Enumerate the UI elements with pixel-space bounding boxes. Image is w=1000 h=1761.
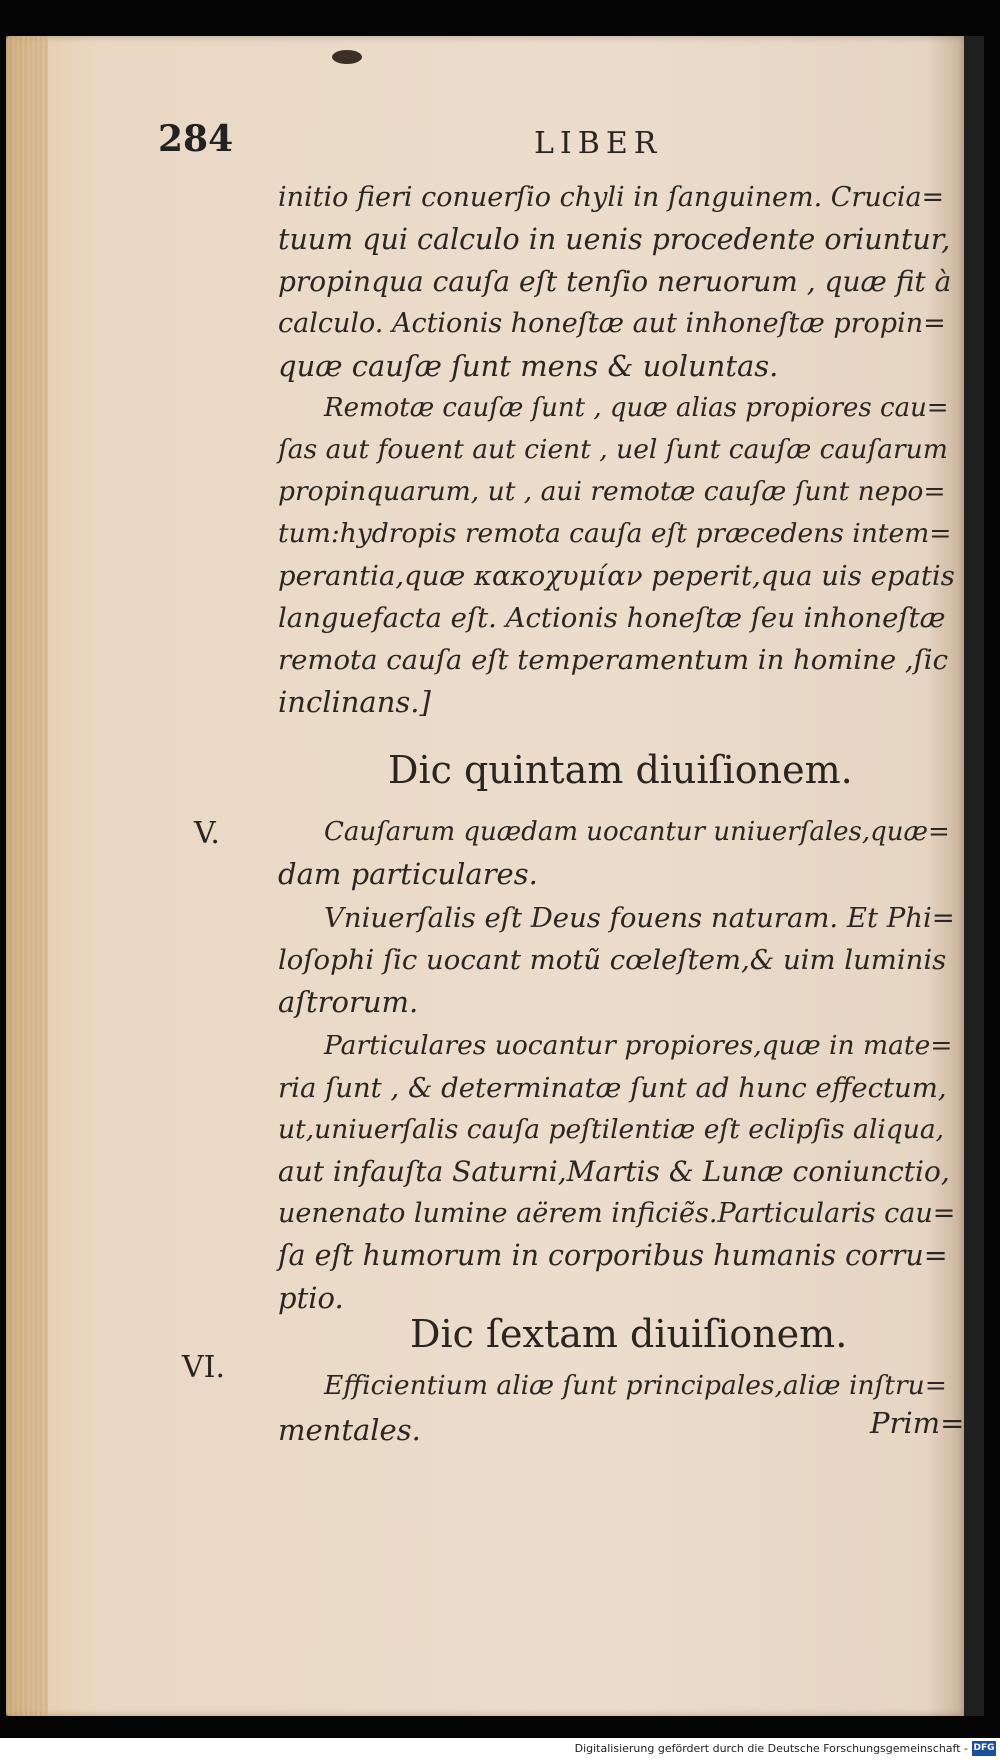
text-line: quæ cauſæ ſunt mens & uoluntas. bbox=[278, 349, 779, 383]
text-line: remota cauſa eſt temperamentum in homine ,ſic bbox=[278, 644, 949, 676]
margin-numeral-6: VI. bbox=[182, 1350, 226, 1385]
page-fore-edge bbox=[6, 36, 48, 1716]
text-line: calculo. Actionis honeſtæ aut inhoneſtæ propin= bbox=[278, 308, 946, 339]
ink-blot bbox=[332, 50, 362, 64]
text-line: inclinans.] bbox=[278, 685, 431, 719]
digitization-footer bbox=[0, 1738, 1000, 1761]
text-line: propinqua cauſa eſt tenſio neruorum , quæ fit à bbox=[278, 265, 952, 298]
text-line: ut,uniuerſalis cauſa peſtilentiæ eſt eclipſis aliqua, bbox=[278, 1114, 945, 1145]
text-line: loſophi ſic uocant motũ cœleſtem,& uim luminis bbox=[278, 944, 947, 976]
section-heading-6: Dic ſextam diuiſionem. bbox=[410, 1312, 848, 1356]
text-line: propinquarum, ut , aui remotæ cauſæ ſunt nepo= bbox=[278, 476, 946, 507]
text-line: mentales. bbox=[278, 1413, 421, 1447]
text-line: languefacta eſt. Actionis honeſtæ ſeu inhoneſtæ bbox=[278, 602, 946, 634]
catchword: Prim= bbox=[870, 1406, 965, 1440]
text-line: Efficientium aliæ ſunt principales,aliæ inſtru= bbox=[324, 1370, 947, 1401]
text-line: dam particulares. bbox=[278, 857, 538, 891]
text-line: initio fieri conuerſio chyli in ſanguinem. Crucia= bbox=[278, 182, 945, 213]
text-line: Particulares uocantur propiores,quæ in mate= bbox=[324, 1030, 953, 1061]
page-number: 284 bbox=[158, 118, 234, 160]
text-line: uenenato lumine aërem inficiẽs.Particularis cau= bbox=[278, 1198, 956, 1229]
dfg-logo-icon: DFG bbox=[972, 1741, 996, 1756]
section-heading-5: Dic quintam diuiſionem. bbox=[388, 748, 853, 792]
text-line: perantia,quæ κακοχυμίαν peperit,qua uis epatis bbox=[278, 560, 955, 592]
text-line: tum:hydropis remota cauſa eſt præcedens intem= bbox=[278, 518, 952, 549]
text-line: aut infauſta Saturni,Martis & Lunæ coniunctio, bbox=[278, 1155, 950, 1188]
text-line: Cauſarum quædam uocantur uniuerſales,quæ= bbox=[324, 817, 950, 847]
text-line: Vniuerſalis eſt Deus fouens naturam. Et Phi= bbox=[324, 902, 955, 934]
text-line: ria ſunt , & determinatæ ſunt ad hunc effectum, bbox=[278, 1072, 947, 1104]
margin-numeral-5: V. bbox=[194, 816, 220, 851]
text-line: ſa eſt humorum in corporibus humanis corru= bbox=[278, 1239, 948, 1272]
gutter-shadow bbox=[964, 36, 984, 1716]
running-head: LIBER bbox=[534, 126, 663, 161]
text-line: tuum qui calculo in uenis procedente oriuntur, bbox=[278, 223, 951, 256]
text-line: Remotæ cauſæ ſunt , quæ alias propiores cau= bbox=[324, 393, 949, 423]
text-line: aſtrorum. bbox=[278, 985, 419, 1019]
footer-credit: Digitalisierung gefördert durch die Deutsche Forschungsgemeinschaft - bbox=[574, 1742, 968, 1755]
text-line: ptio. bbox=[278, 1281, 344, 1315]
text-line: ſas aut fouent aut cient , uel ſunt cauſæ cauſarum bbox=[278, 434, 948, 465]
